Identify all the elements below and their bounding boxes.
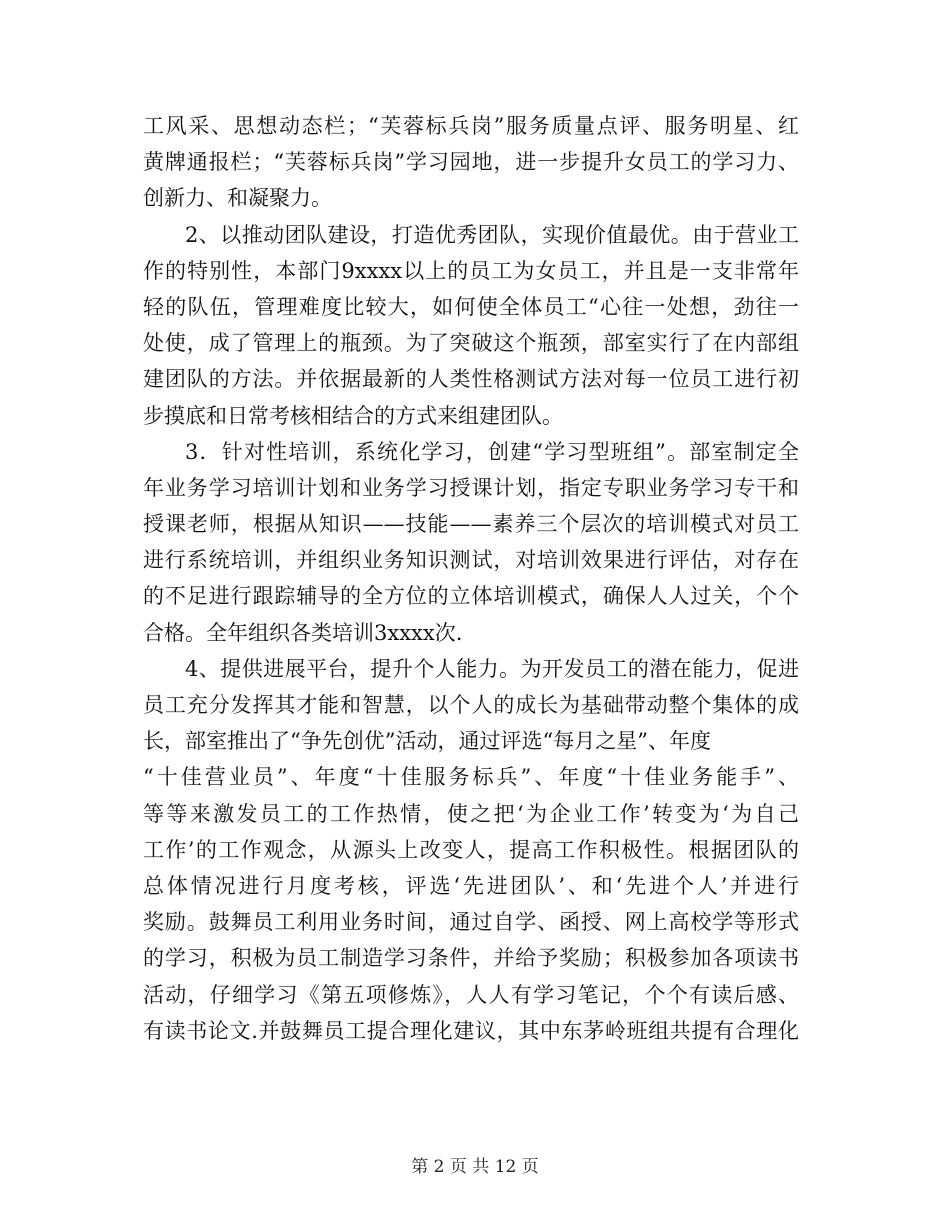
text-line: 的不足进行跟踪辅导的全方位的立体培训模式，确保人人过关，个个	[143, 584, 799, 609]
text-line: 的学习，积极为员工制造学习条件，并给予奖励；积极参加各项读书	[143, 946, 799, 971]
text-line: 黄牌通报栏；“芙蓉标兵岗”学习园地，进一步提升女员工的学习力、	[143, 150, 799, 175]
text-line: “十佳营业员”、年度“十佳服务标兵”、年度“十佳业务能手”、	[143, 765, 799, 790]
text-line: 年业务学习培训计划和业务学习授课计划，指定专职业务学习专干和	[143, 475, 799, 500]
text-line: 长，部室推出了“争先创优”活动，通过评选“每月之星”、年度	[143, 729, 711, 754]
text-line: 工风采、思想动态栏；“芙蓉标兵岗”服务质量点评、服务明星、红	[143, 114, 799, 138]
text-line: 员工充分发挥其才能和智慧，以个人的成长为基础带动整个集体的成	[143, 693, 799, 717]
text-line: 3．针对性培训，系统化学习，创建“学习型班组”。部室制定全	[185, 439, 799, 464]
text-line: 活动，仔细学习《第五项修炼》，人人有学习笔记，个个有读后感、	[143, 982, 799, 1007]
text-line: 奖励。鼓舞员工利用业务时间，通过自学、函授、网上高校学等形式	[143, 910, 799, 935]
text-line: 合格。全年组织各类培训3xxxx次.	[143, 620, 463, 645]
text-line: 作的特别性，本部门9xxxx以上的员工为女员工，并且是一支非常年	[143, 258, 799, 283]
text-line: 2、以推动团队建设，打造优秀团队，实现价值最优。由于营业工	[185, 222, 799, 247]
text-line: 有读书论文.并鼓舞员工提合理化建议，其中东茅岭班组共提有合理化	[143, 1018, 799, 1043]
text-line: 授课老师，根据从知识——技能——素养三个层次的培训模式对员工	[143, 512, 799, 537]
text-line: 轻的队伍，管理难度比较大，如何使全体员工“心往一处想，劲往一	[143, 294, 799, 319]
text-line: 步摸底和日常考核相结合的方式来组建团队。	[143, 403, 563, 428]
text-line: 进行系统培训，并组织业务知识测试，对培训效果进行评估，对存在	[143, 548, 799, 573]
text-line: 等等来激发员工的工作热情，使之把‘为企业工作’转变为‘为自己	[143, 801, 799, 826]
text-line: 4、提供进展平台，提升个人能力。为开发员工的潜在能力，促进	[185, 656, 799, 681]
text-line: 工作’的工作观念，从源头上改变人，提高工作积极性。根据团队的	[143, 837, 799, 862]
page-footer: 第 2 页 共 12 页	[411, 1157, 539, 1177]
text-line: 总体情况进行月度考核，评选‘先进团队’、和‘先进个人’并进行	[143, 873, 799, 898]
document-body	[143, 108, 799, 1049]
text-line: 建团队的方法。并依据最新的人类性格测试方法对每一位员工进行初	[143, 367, 799, 392]
text-line: 处使，成了管理上的瓶颈。为了突破这个瓶颈，部室实行了在内部组	[143, 331, 799, 356]
text-line: 创新力、和凝聚力。	[143, 186, 332, 211]
